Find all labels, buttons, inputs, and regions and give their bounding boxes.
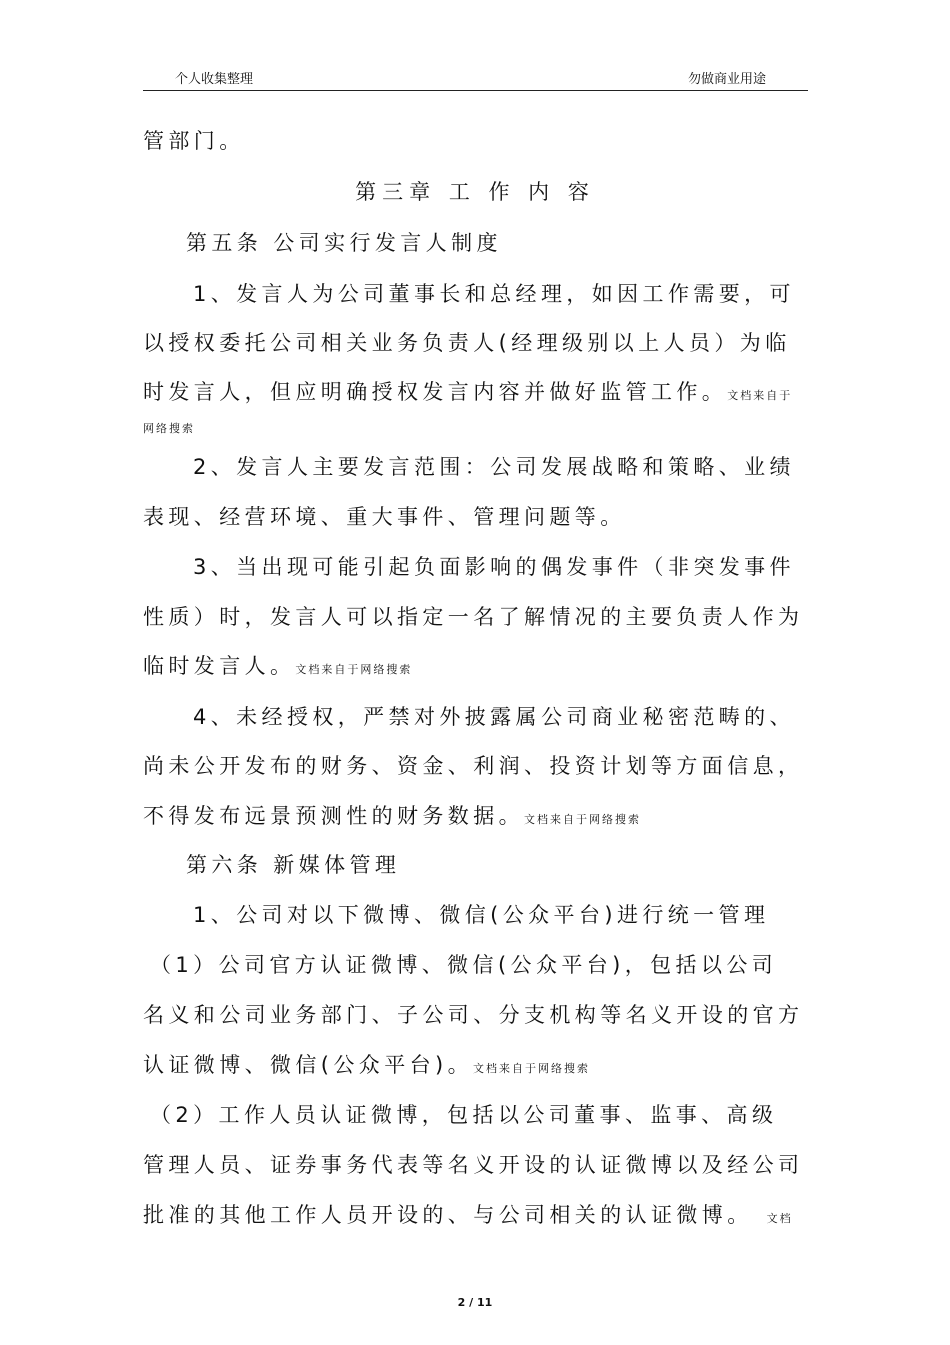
source-note: 文档来自于网络搜索: [473, 1062, 590, 1075]
body-line: 3、当出现可能引起负面影响的偶发事件（非突发事件: [193, 555, 795, 579]
article-heading: 第六条 新媒体管理: [186, 853, 401, 877]
source-note: 文档来自于网络搜索: [524, 813, 641, 826]
body-line: 时发言人，但应明确授权发言内容并做好监管工作。文档来自于: [143, 380, 793, 404]
source-note: 网络搜索: [143, 422, 195, 435]
body-line: 管理人员、证券事务代表等名义开设的认证微博以及经公司: [143, 1153, 804, 1177]
body-line: 4、未经授权，严禁对外披露属公司商业秘密范畴的、: [193, 705, 795, 729]
chapter-title: 第三章 工 作 内 容: [355, 180, 595, 204]
body-line: 批准的其他工作人员开设的、与公司相关的认证微博。 文档: [143, 1203, 793, 1227]
source-note: 文档: [766, 1212, 793, 1225]
body-line: 2、发言人主要发言范围：公司发展战略和策略、业绩: [193, 455, 795, 479]
body-line: 名义和公司业务部门、子公司、分支机构等名义开设的官方: [143, 1003, 804, 1027]
body-line: 管部门。: [143, 129, 245, 153]
body-line: 1、发言人为公司董事长和总经理，如因工作需要，可: [193, 282, 795, 306]
header-left-text: 个人收集整理: [175, 72, 254, 87]
source-note: 文档来自于: [727, 389, 793, 402]
source-note: 文档来自于网络搜索: [295, 663, 413, 676]
page-number: 2 / 11: [457, 1296, 493, 1309]
page-header: [143, 64, 808, 91]
body-line: 表现、经营环境、重大事件、管理问题等。: [143, 505, 626, 529]
body-line: 临时发言人。文档来自于网络搜索: [143, 654, 413, 678]
body-line: 以授权委托公司相关业务负责人(经理级别以上人员）为临: [143, 331, 791, 355]
body-line: 认证微博、微信(公众平台)。文档来自于网络搜索: [143, 1053, 590, 1077]
body-line: 不得发布远景预测性的财务数据。文档来自于网络搜索: [143, 804, 641, 828]
body-line: 1、公司对以下微博、微信(公众平台)进行统一管理: [193, 903, 770, 927]
body-line: 性质）时，发言人可以指定一名了解情况的主要负责人作为: [143, 605, 804, 629]
header-right-text: 勿做商业用途: [687, 72, 766, 87]
body-line: （2）工作人员认证微博，包括以公司董事、监事、高级: [150, 1103, 778, 1127]
body-line: 尚未公开发布的财务、资金、利润、投资计划等方面信息，: [143, 754, 804, 778]
body-line: （1）公司官方认证微博、微信(公众平台)，包括以公司: [150, 953, 778, 977]
article-heading: 第五条 公司实行发言人制度: [186, 231, 502, 255]
